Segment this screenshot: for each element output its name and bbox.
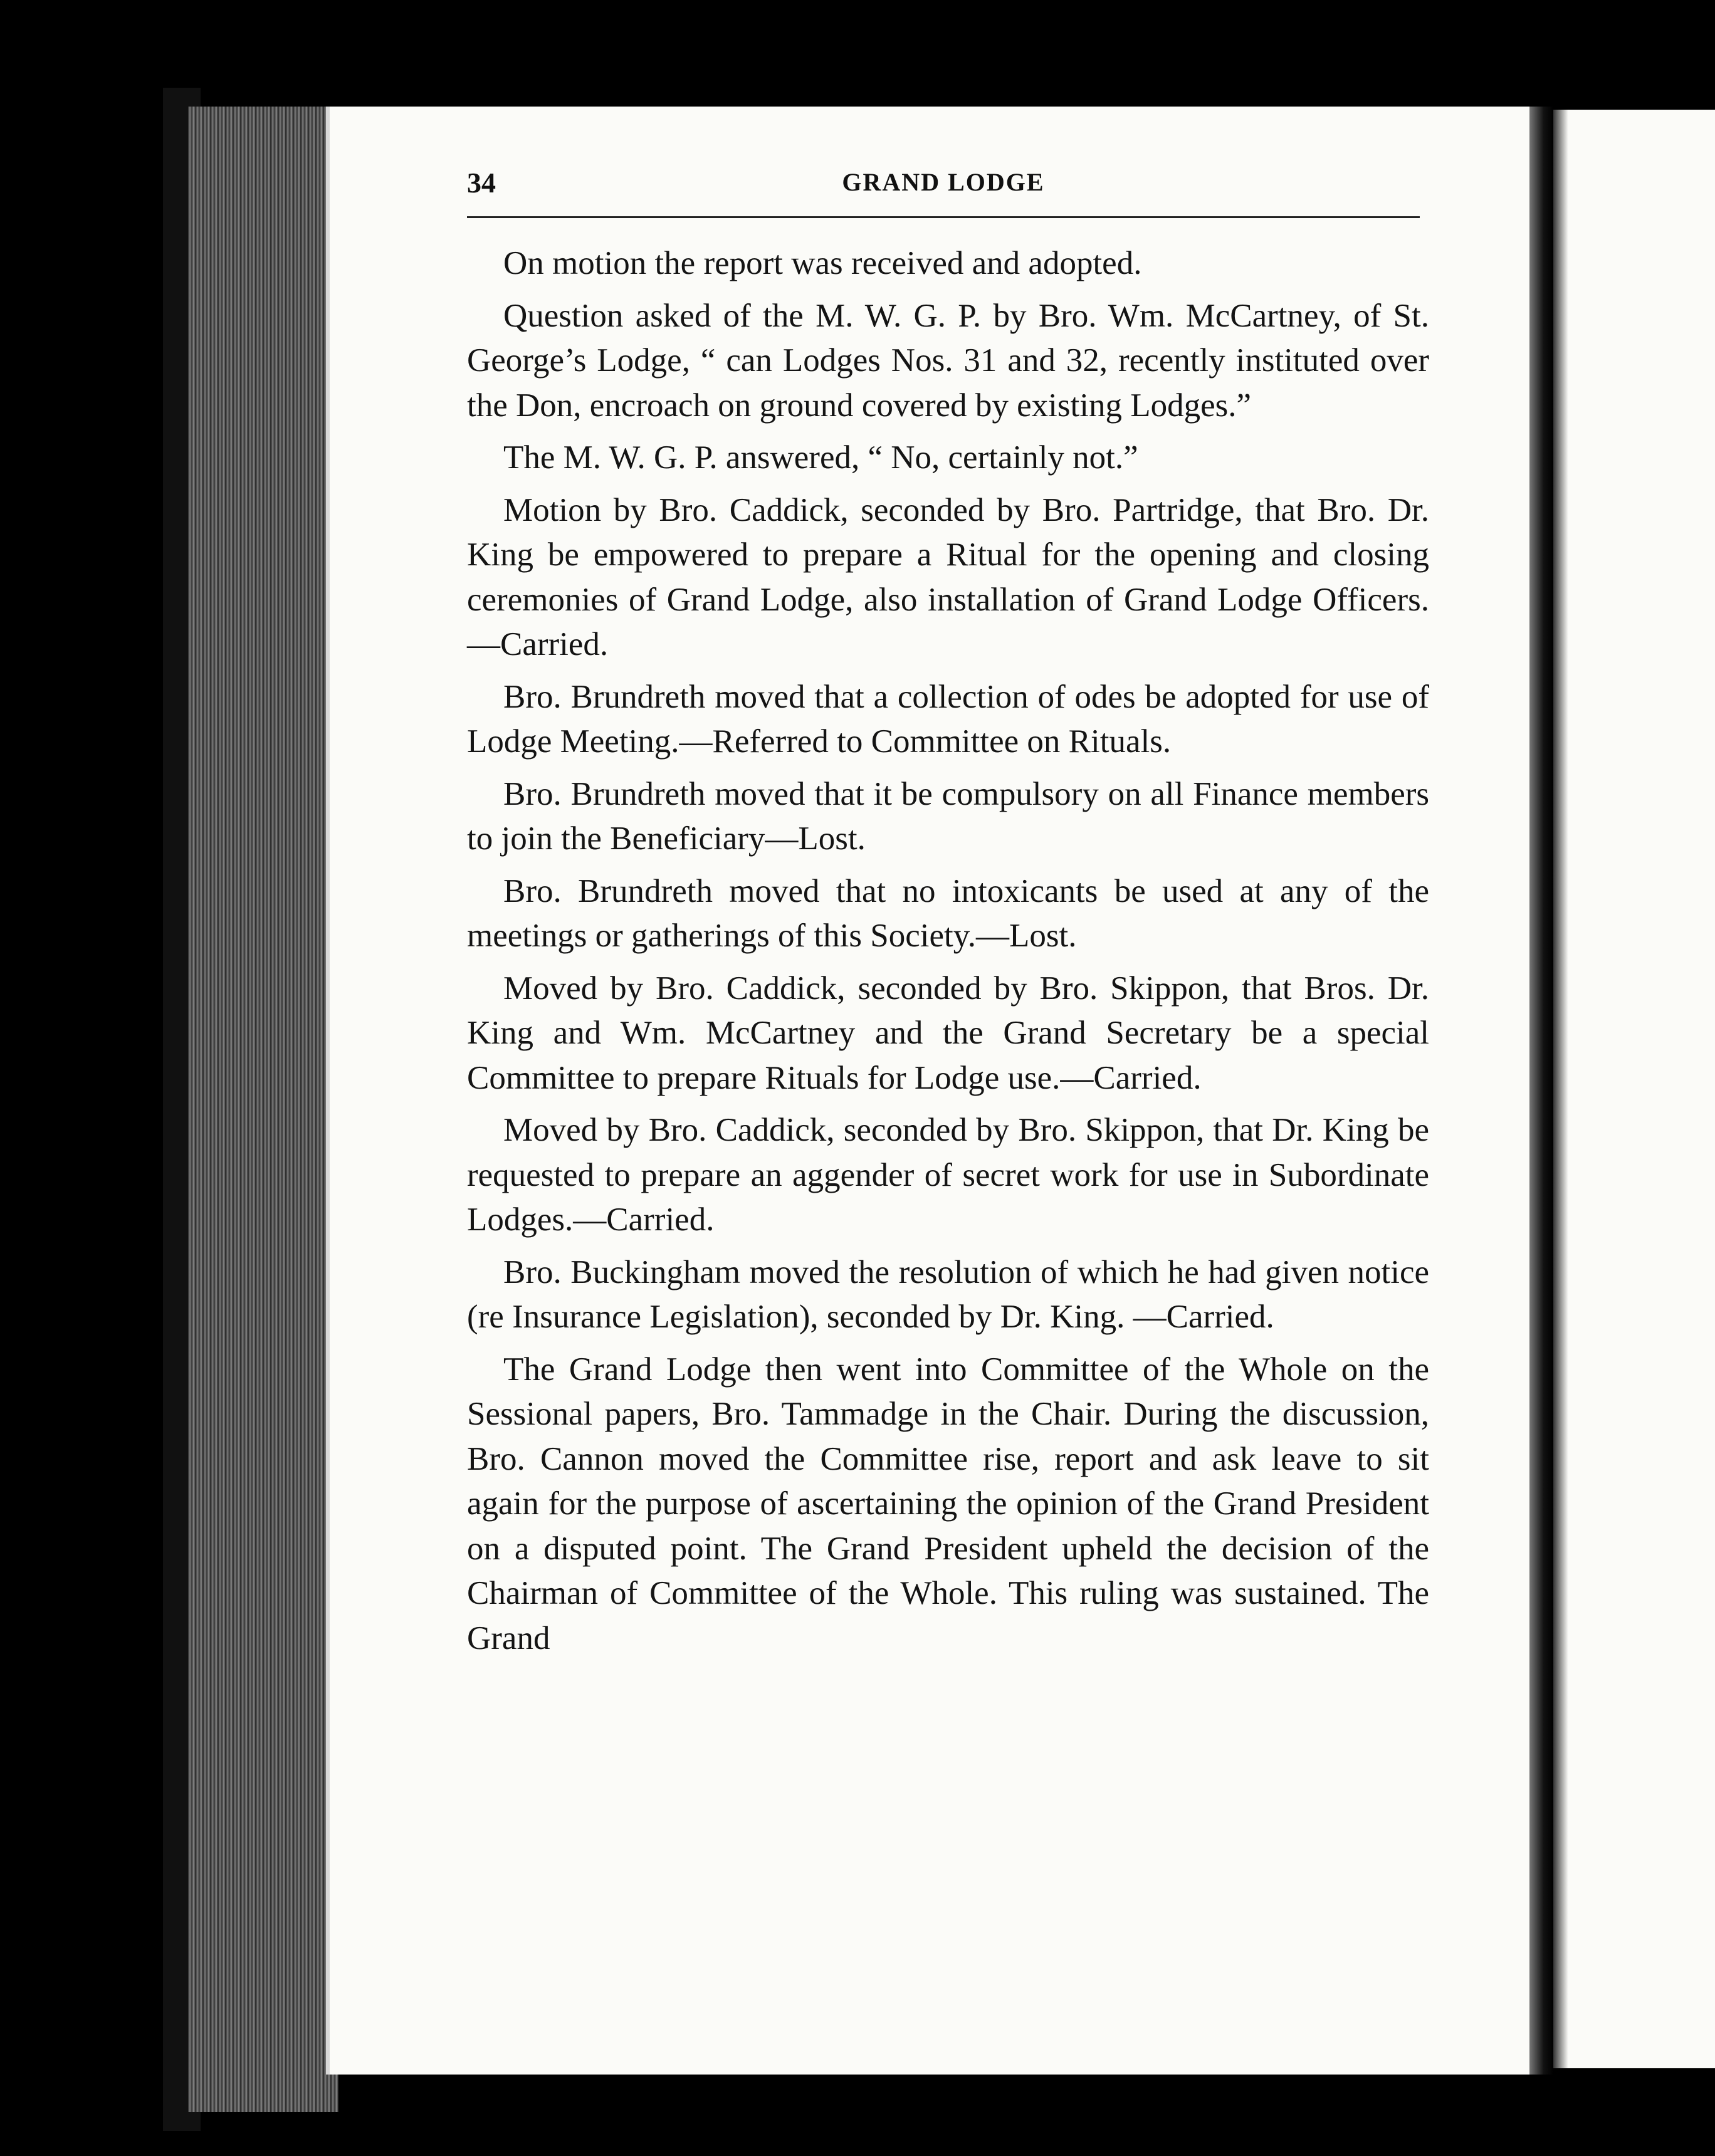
facing-page-shadow — [1553, 110, 1568, 2068]
paragraph-report-adopted: On motion the report was received and adopted. — [503, 245, 1142, 281]
paragraph-committee-of-whole: The Grand Lodge then went into Committee of the Whole on the Sessional papers, Bro. Tammadge in the Chair. During the discussion, Bro. Cannon moved the Committee rise, report and ask leave to sit again for the purpose of ascertaining the opinion of the Grand President on a disputed point. The Grand President upheld the decision of the Chairman of Committee of the Whole. This ruling was sustained. The Grand — [467, 1351, 1429, 1656]
running-head — [467, 160, 1420, 204]
paragraph-rituals-committee: Moved by Bro. Caddick, seconded by Bro. Skippon, that Bros. Dr. King and Wm. McCartney and the Grand Secretary be a special Committee to prepare Rituals for Lodge use.—Carried. — [467, 970, 1429, 1096]
paragraph-intoxicants: Bro. Brundreth moved that no intoxicants be used at any of the meetings or gatherings of this Society.—Lost. — [467, 872, 1429, 954]
page-body — [467, 241, 1429, 1668]
page-edges — [188, 107, 338, 2112]
paragraph-insurance-legislation: Bro. Buckingham moved the resolution of which he had given notice (re Insurance Legislation), seconded by Dr. King. —Carried. — [467, 1253, 1429, 1335]
paragraph-odes: Bro. Brundreth moved that a collection of odes be adopted for use of Lodge Meeting.—Referred to Committee on Rituals. — [467, 678, 1429, 760]
paragraph-beneficiary: Bro. Brundreth moved that it be compulsory on all Finance members to join the Beneficiary—Lost. — [467, 775, 1429, 857]
page-number: 34 — [467, 167, 496, 199]
paragraph-answer: The M. W. G. P. answered, “ No, certainly not.” — [503, 439, 1138, 476]
paragraph-question-mccartney: Question asked of the M. W. G. P. by Bro. Wm. McCartney, of St. George’s Lodge, “ can Lodges Nos. 31 and 32, recently instituted over the Don, encroach on ground covered by existing Lodges.” — [467, 297, 1429, 424]
book-gutter — [1529, 107, 1553, 2075]
header-rule — [467, 216, 1420, 218]
paragraph-secret-work: Moved by Bro. Caddick, seconded by Bro. Skippon, that Dr. King be requested to prepare an aggender of secret work for use in Subordinate Lodges.—Carried. — [467, 1112, 1429, 1238]
page-header-title: GRAND LODGE — [842, 168, 1045, 196]
facing-page — [1553, 110, 1715, 2068]
paragraph-motion-ritual: Motion by Bro. Caddick, seconded by Bro. Partridge, that Bro. Dr. King be empowered to prepare a Ritual for the opening and closing ceremonies of Grand Lodge, also installation of Grand Lodge Officers.—Carried. — [467, 491, 1429, 662]
